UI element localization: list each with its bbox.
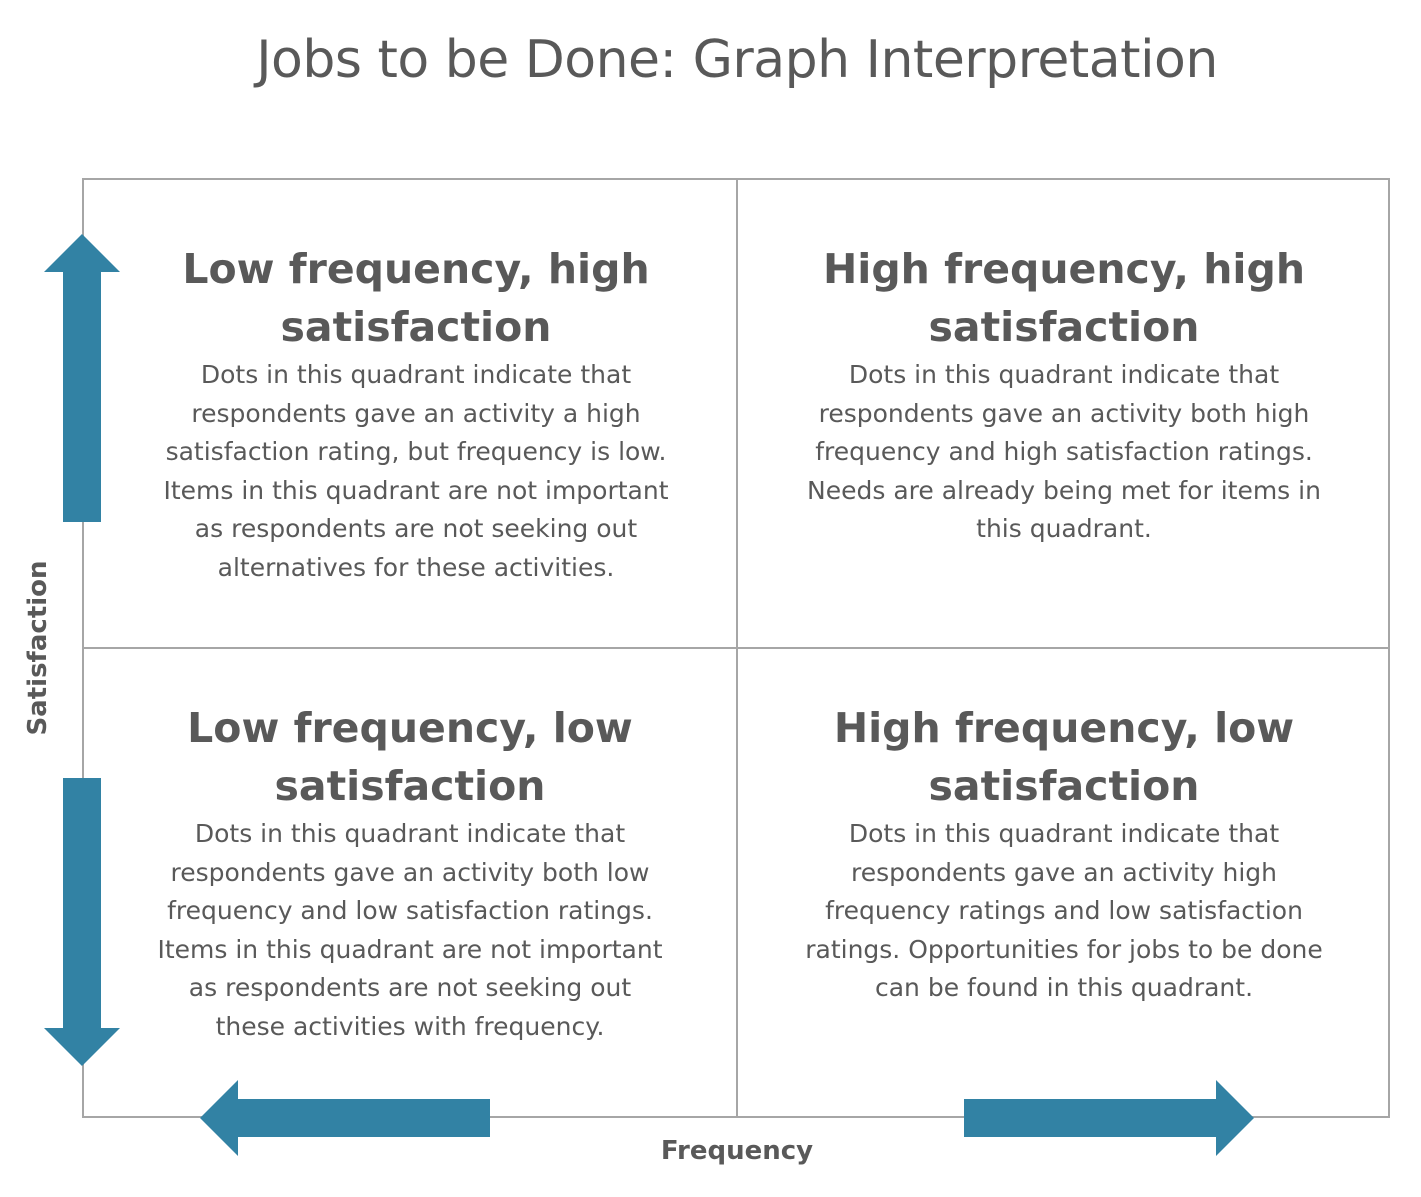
arrow-left-shape xyxy=(200,1080,490,1156)
heading-line: satisfaction xyxy=(274,762,546,810)
diagram-title: Jobs to be Done: Graph Interpretation xyxy=(256,30,1218,90)
quadrant-bottom-left xyxy=(110,699,710,1046)
heading-line: Low frequency, low xyxy=(187,704,633,752)
quadrant-top-right xyxy=(764,240,1364,549)
description-line: can be found in this quadrant. xyxy=(874,973,1254,1002)
heading-line: satisfaction xyxy=(928,303,1200,351)
heading-line: High frequency, low xyxy=(833,704,1295,752)
quadrant-description xyxy=(110,356,722,587)
horizontal-divider xyxy=(82,647,1390,649)
description-line: as respondents are not seeking out xyxy=(194,514,638,543)
description-line: Dots in this quadrant indicate that xyxy=(848,360,1280,389)
description-line: Dots in this quadrant indicate that xyxy=(848,819,1280,848)
description-line: respondents gave an activity a high xyxy=(191,398,641,428)
arrow-left-icon xyxy=(200,1080,490,1156)
arrow-right-shape xyxy=(964,1080,1254,1156)
description-line: ratings. Opportunities for jobs to be done xyxy=(805,934,1323,964)
description-line: Dots in this quadrant indicate that xyxy=(194,819,626,848)
description-line: as respondents are not seeking out xyxy=(188,973,632,1002)
x-axis-label: Frequency xyxy=(660,1136,814,1166)
description-line: these activities with frequency. xyxy=(215,1011,605,1041)
quadrant-description xyxy=(764,356,1364,549)
heading-line: High frequency, high xyxy=(822,245,1306,293)
description-line: Items in this quadrant are not important xyxy=(163,475,669,505)
quadrant-heading xyxy=(110,699,710,815)
description-line: respondents gave an activity both high xyxy=(818,398,1310,428)
heading-line: satisfaction xyxy=(280,303,552,351)
quadrant-description xyxy=(764,815,1364,1008)
description-line: respondents gave an activity high xyxy=(850,857,1278,887)
description-line: frequency ratings and low satisfaction xyxy=(825,896,1303,925)
description-line: this quadrant. xyxy=(976,514,1152,543)
quadrant-heading xyxy=(764,699,1364,815)
arrow-up-icon xyxy=(44,234,120,522)
description-line: Dots in this quadrant indicate that xyxy=(200,360,632,389)
arrow-down-icon xyxy=(44,778,120,1066)
arrow-up-shape xyxy=(44,234,120,522)
quadrant-bottom-right xyxy=(764,699,1364,1008)
quadrant-heading xyxy=(764,240,1364,356)
description-line: satisfaction rating, but frequency is low. xyxy=(165,437,667,466)
quadrant-top-left xyxy=(110,240,722,587)
description-line: alternatives for these activities. xyxy=(217,552,615,582)
arrow-down-shape xyxy=(44,778,120,1066)
description-line: respondents gave an activity both low xyxy=(170,857,650,887)
arrow-right-icon xyxy=(964,1080,1254,1156)
description-line: frequency and high satisfaction ratings. xyxy=(815,437,1313,466)
quadrant-description xyxy=(110,815,710,1046)
heading-line: Low frequency, high xyxy=(182,245,650,293)
quadrant-heading xyxy=(110,240,722,356)
description-line: Items in this quadrant are not important xyxy=(157,934,663,964)
y-axis-label: Satisfaction xyxy=(23,560,53,736)
heading-line: satisfaction xyxy=(928,762,1200,810)
description-line: frequency and low satisfaction ratings. xyxy=(167,896,653,925)
description-line: Needs are already being met for items in xyxy=(807,475,1321,505)
